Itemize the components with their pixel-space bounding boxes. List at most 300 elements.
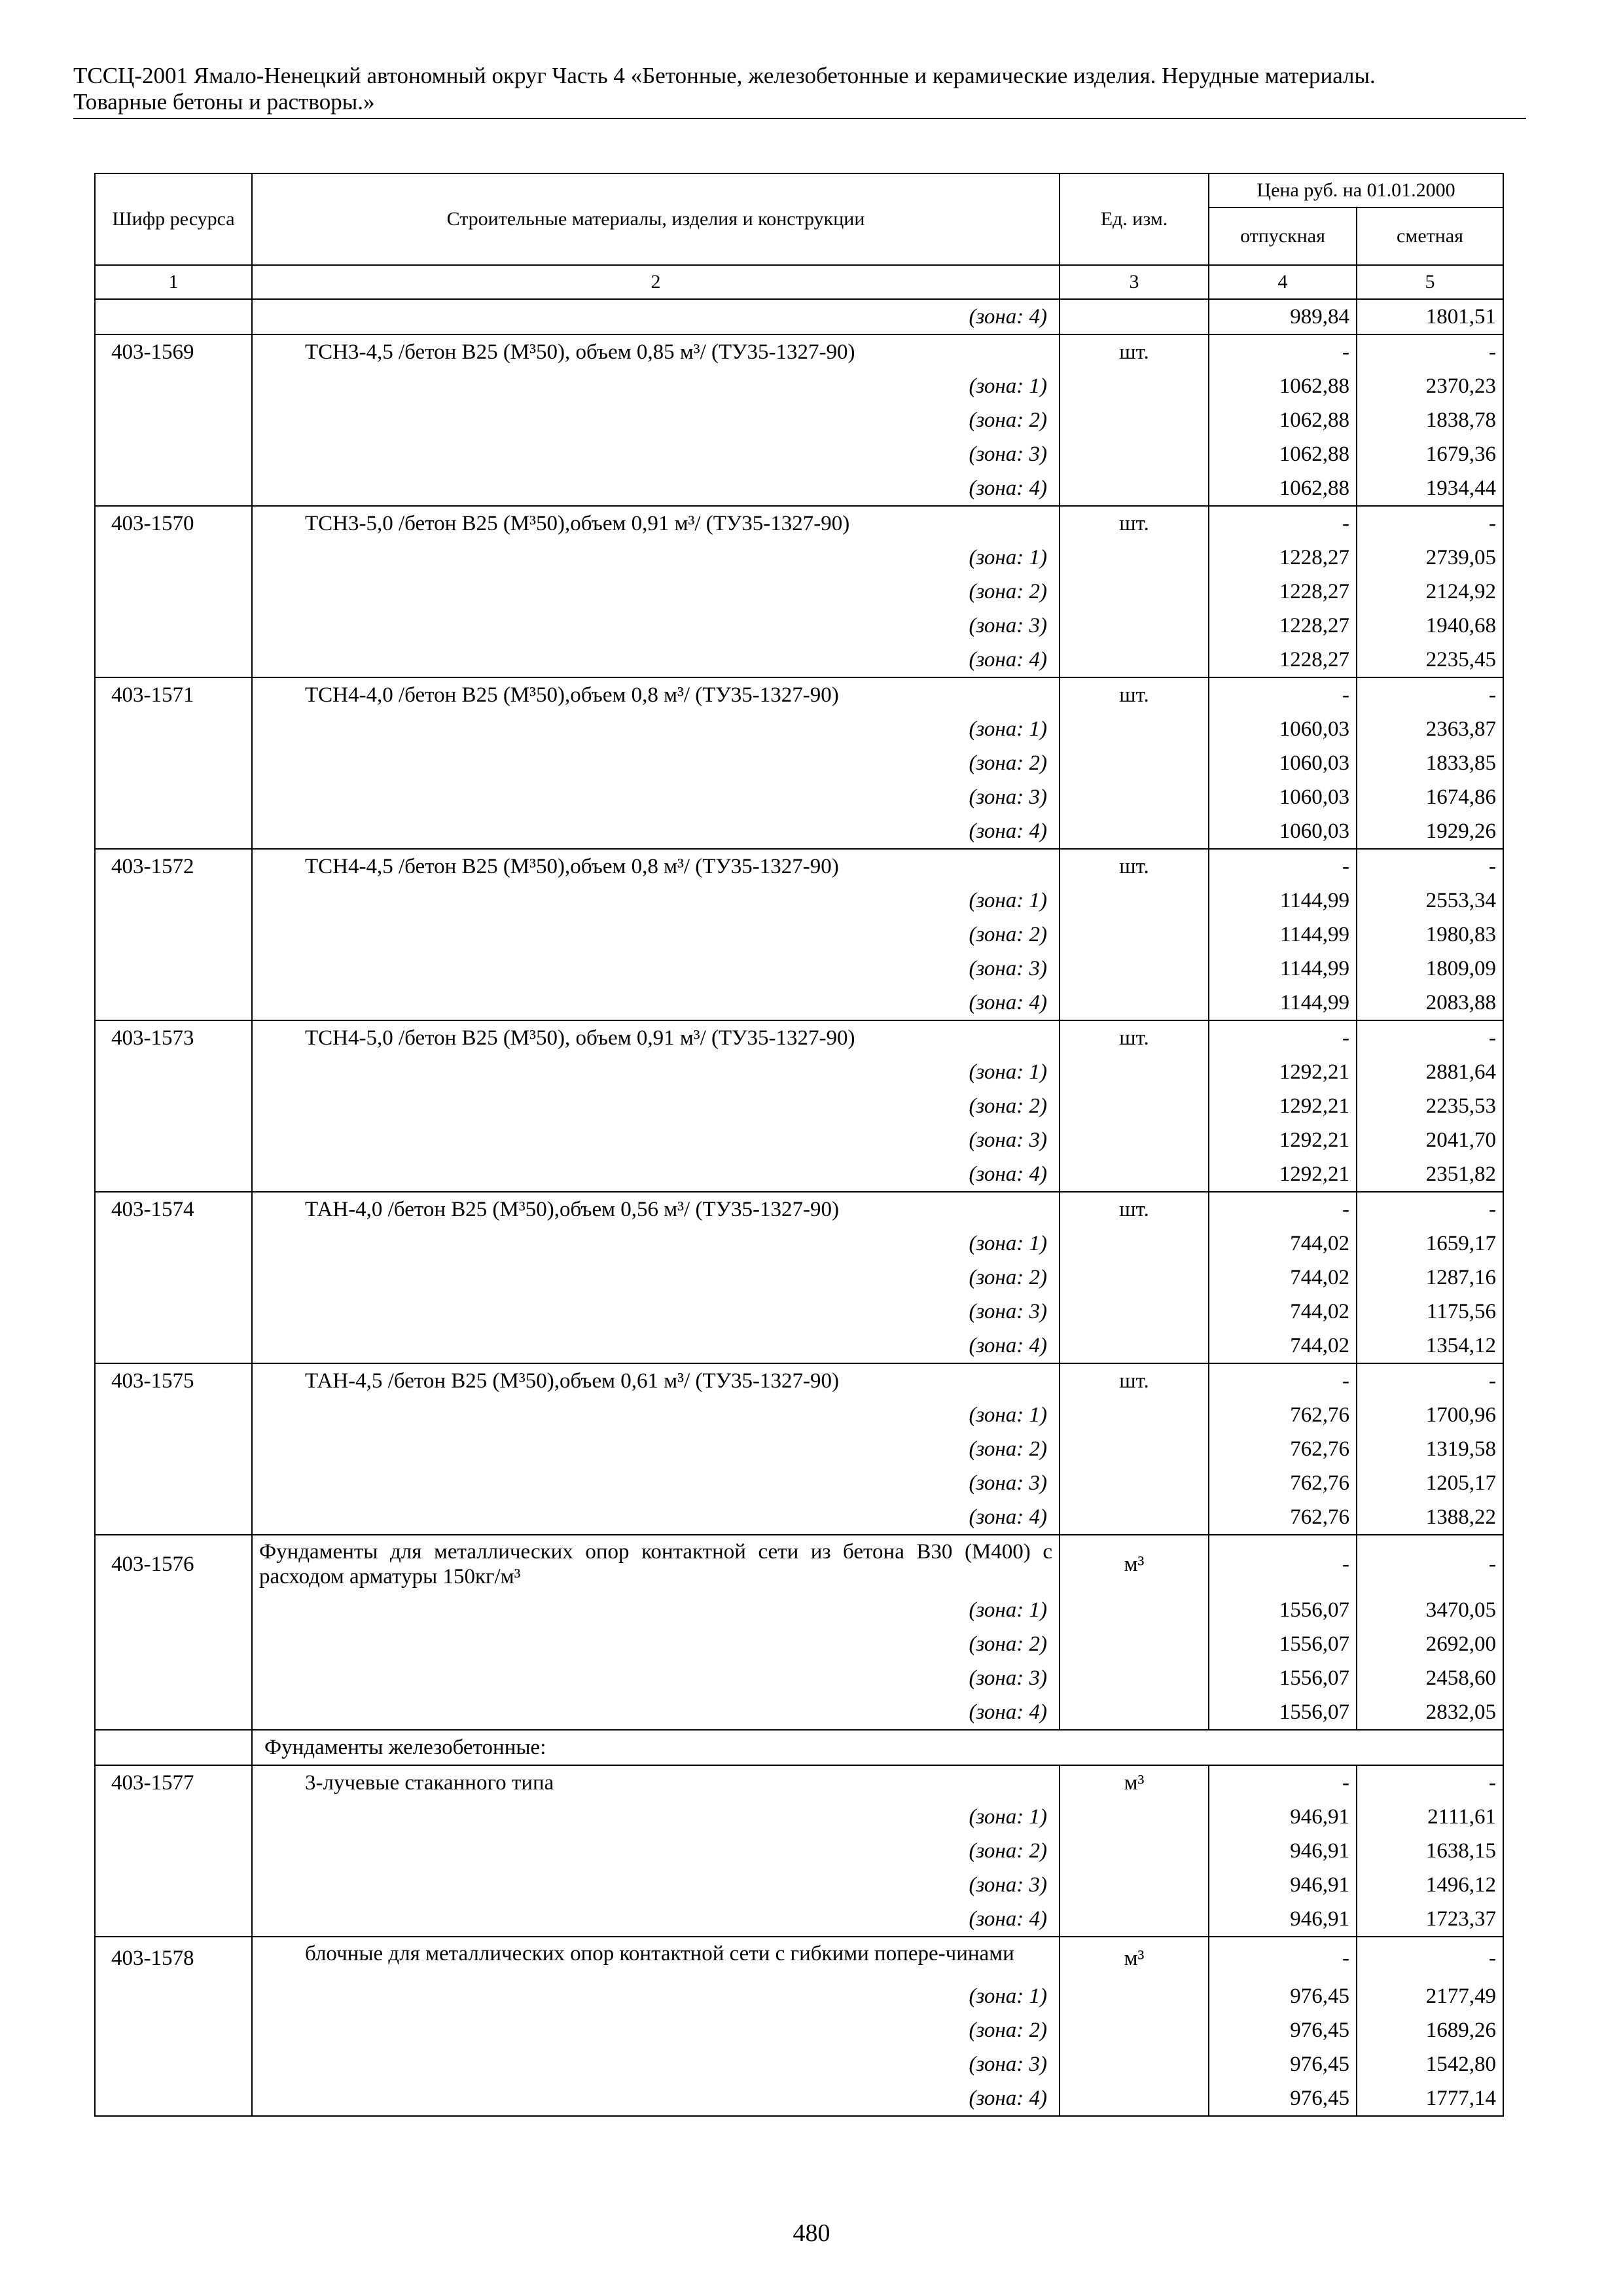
zone-row xyxy=(95,1089,1503,1123)
zone-label: (зона: 3) xyxy=(252,1466,1060,1500)
estimate-price: - xyxy=(1357,677,1503,712)
zone-label: (зона: 2) xyxy=(252,575,1060,609)
zone-label: (зона: 4) xyxy=(252,986,1060,1020)
item-row xyxy=(95,334,1503,369)
release-price: - xyxy=(1209,1937,1357,1979)
resource-code-cell xyxy=(95,1157,252,1192)
zone-label: (зона: 3) xyxy=(252,1295,1060,1329)
unit-cell xyxy=(1060,1432,1209,1466)
release-price: 1060,03 xyxy=(1209,712,1357,746)
estimate-price: 1388,22 xyxy=(1357,1500,1503,1535)
release-price: - xyxy=(1209,1020,1357,1055)
resource-code-cell xyxy=(95,780,252,814)
unit-cell xyxy=(1060,1500,1209,1535)
zone-label: (зона: 4) xyxy=(252,643,1060,677)
resource-code-cell xyxy=(95,471,252,506)
material-name: Фундаменты для металлических опор контактной сети из бетона В30 (М400) с расходом арматуры 150кг/м³ xyxy=(252,1535,1060,1593)
unit-cell xyxy=(1060,2081,1209,2116)
group-row xyxy=(95,1730,1503,1765)
unit-cell xyxy=(1060,1123,1209,1157)
release-price: 946,91 xyxy=(1209,1834,1357,1868)
zone-label: (зона: 1) xyxy=(252,1398,1060,1432)
zone-label: (зона: 1) xyxy=(252,1593,1060,1627)
zone-row xyxy=(95,575,1503,609)
release-price: 1062,88 xyxy=(1209,369,1357,403)
resource-code: 403-1577 xyxy=(95,1765,252,1800)
zone-row xyxy=(95,1979,1503,2013)
release-price: 1144,99 xyxy=(1209,918,1357,952)
zone-row xyxy=(95,814,1503,849)
zone-row xyxy=(95,1868,1503,1902)
unit-cell xyxy=(1060,986,1209,1020)
zone-row xyxy=(95,2081,1503,2116)
estimate-price: - xyxy=(1357,849,1503,884)
resource-code-cell xyxy=(95,1730,252,1765)
zone-row xyxy=(95,541,1503,575)
zone-row xyxy=(95,1295,1503,1329)
zone-row xyxy=(95,746,1503,780)
release-price: 762,76 xyxy=(1209,1500,1357,1535)
zone-label: (зона: 1) xyxy=(252,541,1060,575)
release-price: 1144,99 xyxy=(1209,986,1357,1020)
zone-label: (зона: 3) xyxy=(252,1661,1060,1695)
unit-cell xyxy=(1060,1593,1209,1627)
unit-cell xyxy=(1060,712,1209,746)
item-row xyxy=(95,1765,1503,1800)
zone-label: (зона: 3) xyxy=(252,780,1060,814)
unit-cell xyxy=(1060,952,1209,986)
unit-cell xyxy=(1060,814,1209,849)
resource-code-cell xyxy=(95,437,252,471)
estimate-price: 1542,80 xyxy=(1357,2047,1503,2081)
release-price: 1228,27 xyxy=(1209,541,1357,575)
unit-cell xyxy=(1060,1157,1209,1192)
unit-cell xyxy=(1060,1295,1209,1329)
zone-label: (зона: 4) xyxy=(252,1329,1060,1363)
estimate-price: 1496,12 xyxy=(1357,1868,1503,1902)
zone-row xyxy=(95,1055,1503,1089)
release-price: 762,76 xyxy=(1209,1398,1357,1432)
release-price: 1228,27 xyxy=(1209,643,1357,677)
estimate-price: 2553,34 xyxy=(1357,884,1503,918)
resource-code: 403-1575 xyxy=(95,1363,252,1398)
zone-row xyxy=(95,1329,1503,1363)
zone-row xyxy=(95,780,1503,814)
resource-code-cell xyxy=(95,1593,252,1627)
release-price: 744,02 xyxy=(1209,1261,1357,1295)
release-price: - xyxy=(1209,1765,1357,1800)
estimate-price: - xyxy=(1357,334,1503,369)
column-number-row xyxy=(95,265,1503,299)
unit-cell xyxy=(1060,780,1209,814)
resource-code-cell xyxy=(95,1123,252,1157)
zone-row xyxy=(95,437,1503,471)
zone-row xyxy=(95,1902,1503,1937)
resource-code-cell xyxy=(95,575,252,609)
unit-cell xyxy=(1060,643,1209,677)
zone-row xyxy=(95,712,1503,746)
zone-row xyxy=(95,1123,1503,1157)
release-price: 762,76 xyxy=(1209,1466,1357,1500)
zone-label: (зона: 4) xyxy=(252,1500,1060,1535)
zone-label: (зона: 3) xyxy=(252,2047,1060,2081)
unit-cell xyxy=(1060,746,1209,780)
zone-row xyxy=(95,1466,1503,1500)
unit-cell xyxy=(1060,1329,1209,1363)
estimate-price: - xyxy=(1357,1535,1503,1593)
estimate-price: 1679,36 xyxy=(1357,437,1503,471)
zone-label: (зона: 3) xyxy=(252,1123,1060,1157)
release-price: 976,45 xyxy=(1209,2047,1357,2081)
estimate-price: 1777,14 xyxy=(1357,2081,1503,2116)
estimate-price: 3470,05 xyxy=(1357,1593,1503,1627)
estimate-price: 1838,78 xyxy=(1357,403,1503,437)
release-price: 1292,21 xyxy=(1209,1089,1357,1123)
unit-cell: м³ xyxy=(1060,1765,1209,1800)
unit-cell xyxy=(1060,1089,1209,1123)
resource-code-cell xyxy=(95,1800,252,1834)
item-row xyxy=(95,677,1503,712)
zone-label: (зона: 2) xyxy=(252,403,1060,437)
zone-label: (зона: 1) xyxy=(252,712,1060,746)
resource-code: 403-1578 xyxy=(95,1937,252,1979)
resource-code-cell xyxy=(95,541,252,575)
resource-code-cell xyxy=(95,1295,252,1329)
resource-code-cell xyxy=(95,1902,252,1937)
estimate-price: 2235,45 xyxy=(1357,643,1503,677)
unit-cell: шт. xyxy=(1060,1363,1209,1398)
release-price: 1228,27 xyxy=(1209,575,1357,609)
estimate-price: 2351,82 xyxy=(1357,1157,1503,1192)
resource-code-cell xyxy=(95,1432,252,1466)
zone-label: (зона: 1) xyxy=(252,884,1060,918)
resource-code-cell xyxy=(95,1627,252,1661)
resource-code-cell xyxy=(95,1500,252,1535)
estimate-price: 2124,92 xyxy=(1357,575,1503,609)
release-price: - xyxy=(1209,849,1357,884)
estimate-price: 1319,58 xyxy=(1357,1432,1503,1466)
zone-label: (зона: 4) xyxy=(252,2081,1060,2116)
unit-cell xyxy=(1060,1398,1209,1432)
unit-cell: шт. xyxy=(1060,506,1209,541)
estimate-price: 1801,51 xyxy=(1357,299,1503,334)
resource-code-cell xyxy=(95,712,252,746)
estimate-price: 2370,23 xyxy=(1357,369,1503,403)
resource-code-cell xyxy=(95,2081,252,2116)
estimate-price: - xyxy=(1357,1020,1503,1055)
release-price: 1062,88 xyxy=(1209,471,1357,506)
zone-row xyxy=(95,986,1503,1020)
resource-code: 403-1572 xyxy=(95,849,252,884)
estimate-price: 1175,56 xyxy=(1357,1295,1503,1329)
release-price: 1556,07 xyxy=(1209,1661,1357,1695)
estimate-price: 2458,60 xyxy=(1357,1661,1503,1695)
release-price: 946,91 xyxy=(1209,1800,1357,1834)
zone-row xyxy=(95,369,1503,403)
resource-code: 403-1570 xyxy=(95,506,252,541)
estimate-price: 1638,15 xyxy=(1357,1834,1503,1868)
estimate-price: 1689,26 xyxy=(1357,2013,1503,2047)
zone-row xyxy=(95,1398,1503,1432)
material-name: ТСН4-5,0 /бетон В25 (М³50), объем 0,91 м³/ (ТУ35-1327-90) xyxy=(252,1020,1060,1055)
col-number: 1 xyxy=(95,265,252,299)
price-table xyxy=(94,173,1504,2117)
resource-code: 403-1576 xyxy=(95,1535,252,1593)
unit-cell: шт. xyxy=(1060,677,1209,712)
zone-label: (зона: 1) xyxy=(252,1227,1060,1261)
zone-row xyxy=(95,1800,1503,1834)
zone-label: (зона: 3) xyxy=(252,437,1060,471)
zone-row xyxy=(95,1261,1503,1295)
estimate-price: 1205,17 xyxy=(1357,1466,1503,1500)
release-price: 1292,21 xyxy=(1209,1123,1357,1157)
estimate-price: 1929,26 xyxy=(1357,814,1503,849)
material-name: ТСН3-5,0 /бетон В25 (М³50),объем 0,91 м³/ (ТУ35-1327-90) xyxy=(252,506,1060,541)
estimate-price: 1674,86 xyxy=(1357,780,1503,814)
release-price: 1556,07 xyxy=(1209,1627,1357,1661)
header-line-2: Товарные бетоны и растворы.» xyxy=(73,89,375,115)
resource-code-cell xyxy=(95,1227,252,1261)
zone-label: (зона: 4) xyxy=(252,1157,1060,1192)
unit-cell: шт. xyxy=(1060,849,1209,884)
material-name: ТСН3-4,5 /бетон В25 (М³50), объем 0,85 м³/ (ТУ35-1327-90) xyxy=(252,334,1060,369)
page-number: 480 xyxy=(793,2219,830,2247)
unit-cell xyxy=(1060,2013,1209,2047)
release-price: - xyxy=(1209,1363,1357,1398)
unit-cell xyxy=(1060,1466,1209,1500)
header-unit: Ед. изм. xyxy=(1060,173,1209,265)
estimate-price: 2111,61 xyxy=(1357,1800,1503,1834)
unit-cell xyxy=(1060,1868,1209,1902)
unit-cell xyxy=(1060,2047,1209,2081)
item-row xyxy=(95,506,1503,541)
release-price: 1144,99 xyxy=(1209,952,1357,986)
estimate-price: 1287,16 xyxy=(1357,1261,1503,1295)
release-price: 1060,03 xyxy=(1209,814,1357,849)
estimate-price: 1659,17 xyxy=(1357,1227,1503,1261)
release-price: 1144,99 xyxy=(1209,884,1357,918)
estimate-price: 1723,37 xyxy=(1357,1902,1503,1937)
release-price: 1062,88 xyxy=(1209,403,1357,437)
unit-cell xyxy=(1060,299,1209,334)
zone-row xyxy=(95,1500,1503,1535)
unit-cell xyxy=(1060,884,1209,918)
zone-label: (зона: 1) xyxy=(252,369,1060,403)
material-name: 3-лучевые стаканного типа xyxy=(252,1765,1060,1800)
release-price: 976,45 xyxy=(1209,2013,1357,2047)
item-row xyxy=(95,1020,1503,1055)
release-price: - xyxy=(1209,1535,1357,1593)
zone-row xyxy=(95,1157,1503,1192)
zone-label: (зона: 1) xyxy=(252,1800,1060,1834)
resource-code-cell xyxy=(95,1868,252,1902)
zone-row xyxy=(95,2013,1503,2047)
zone-label: (зона: 1) xyxy=(252,1979,1060,2013)
estimate-price: - xyxy=(1357,1937,1503,1979)
resource-code-cell xyxy=(95,1261,252,1295)
unit-cell: шт. xyxy=(1060,334,1209,369)
release-price: 1292,21 xyxy=(1209,1157,1357,1192)
zone-label: (зона: 3) xyxy=(252,1868,1060,1902)
estimate-price: 2083,88 xyxy=(1357,986,1503,1020)
resource-code-cell xyxy=(95,1834,252,1868)
release-price: 976,45 xyxy=(1209,2081,1357,2116)
zone-label: (зона: 2) xyxy=(252,918,1060,952)
col-number: 2 xyxy=(252,265,1060,299)
release-price: 744,02 xyxy=(1209,1329,1357,1363)
unit-cell xyxy=(1060,1227,1209,1261)
zone-row xyxy=(95,918,1503,952)
unit-cell: шт. xyxy=(1060,1192,1209,1227)
unit-cell xyxy=(1060,1902,1209,1937)
unit-cell xyxy=(1060,403,1209,437)
carry-over-row xyxy=(95,299,1503,334)
zone-row xyxy=(95,952,1503,986)
release-price: 1062,88 xyxy=(1209,437,1357,471)
release-price: - xyxy=(1209,334,1357,369)
estimate-price: 1940,68 xyxy=(1357,609,1503,643)
unit-cell xyxy=(1060,575,1209,609)
estimate-price: 2363,87 xyxy=(1357,712,1503,746)
header-price-group: Цена руб. на 01.01.2000 xyxy=(1209,173,1503,207)
resource-code-cell xyxy=(95,1398,252,1432)
resource-code-cell xyxy=(95,1695,252,1730)
zone-row xyxy=(95,1432,1503,1466)
table-header xyxy=(95,173,1503,299)
estimate-price: 1833,85 xyxy=(1357,746,1503,780)
unit-cell xyxy=(1060,918,1209,952)
zone-label: (зона: 2) xyxy=(252,1089,1060,1123)
resource-code-cell xyxy=(95,369,252,403)
release-price: 1228,27 xyxy=(1209,609,1357,643)
zone-label: (зона: 4) xyxy=(252,1902,1060,1937)
zone-label: (зона: 3) xyxy=(252,609,1060,643)
estimate-price: 2692,00 xyxy=(1357,1627,1503,1661)
release-price: 744,02 xyxy=(1209,1227,1357,1261)
zone-row xyxy=(95,1627,1503,1661)
resource-code-cell xyxy=(95,1466,252,1500)
header-estimate: сметная xyxy=(1357,207,1503,265)
material-name: ТАН-4,5 /бетон В25 (М³50),объем 0,61 м³/ (ТУ35-1327-90) xyxy=(252,1363,1060,1398)
resource-code-cell xyxy=(95,1979,252,2013)
resource-code-cell xyxy=(95,1661,252,1695)
resource-code: 403-1573 xyxy=(95,1020,252,1055)
resource-code-cell xyxy=(95,884,252,918)
estimate-price: 2832,05 xyxy=(1357,1695,1503,1730)
unit-cell xyxy=(1060,1695,1209,1730)
resource-code-cell xyxy=(95,1329,252,1363)
zone-label: (зона: 4) xyxy=(252,814,1060,849)
resource-code: 403-1571 xyxy=(95,677,252,712)
zone-label: (зона: 2) xyxy=(252,1834,1060,1868)
resource-code-cell xyxy=(95,2013,252,2047)
unit-cell xyxy=(1060,1261,1209,1295)
unit-cell xyxy=(1060,541,1209,575)
resource-code-cell xyxy=(95,403,252,437)
zone-row xyxy=(95,609,1503,643)
resource-code-cell xyxy=(95,918,252,952)
release-price: 1556,07 xyxy=(1209,1593,1357,1627)
zone-row xyxy=(95,1593,1503,1627)
estimate-price: - xyxy=(1357,1363,1503,1398)
resource-code-cell xyxy=(95,986,252,1020)
release-price: 976,45 xyxy=(1209,1979,1357,2013)
header-release: отпускная xyxy=(1209,207,1357,265)
zone-label: (зона: 2) xyxy=(252,1432,1060,1466)
material-name: блочные для металлических опор контактной сети с гибкими попере-чинами xyxy=(252,1937,1060,1979)
resource-code: 403-1569 xyxy=(95,334,252,369)
estimate-price: 2041,70 xyxy=(1357,1123,1503,1157)
estimate-price: - xyxy=(1357,506,1503,541)
unit-cell xyxy=(1060,1800,1209,1834)
zone-row xyxy=(95,1695,1503,1730)
zone-label: (зона: 2) xyxy=(252,1627,1060,1661)
zone-label: (зона: 3) xyxy=(252,952,1060,986)
estimate-price: 1700,96 xyxy=(1357,1398,1503,1432)
header-code: Шифр ресурса xyxy=(95,173,252,265)
unit-cell xyxy=(1060,369,1209,403)
unit-cell xyxy=(1060,1979,1209,2013)
release-price: - xyxy=(1209,506,1357,541)
unit-cell: шт. xyxy=(1060,1020,1209,1055)
item-row xyxy=(95,1192,1503,1227)
zone-label: (зона: 2) xyxy=(252,2013,1060,2047)
item-row xyxy=(95,1535,1503,1593)
unit-cell xyxy=(1060,1661,1209,1695)
release-price: 1556,07 xyxy=(1209,1695,1357,1730)
document-header xyxy=(73,63,1526,119)
material-name: ТСН4-4,5 /бетон В25 (М³50),объем 0,8 м³/ (ТУ35-1327-90) xyxy=(252,849,1060,884)
col-number: 4 xyxy=(1209,265,1357,299)
resource-code-cell xyxy=(95,814,252,849)
estimate-price: 1809,09 xyxy=(1357,952,1503,986)
resource-code: 403-1574 xyxy=(95,1192,252,1227)
group-title: Фундаменты железобетонные: xyxy=(252,1730,1503,1765)
unit-cell: м³ xyxy=(1060,1535,1209,1593)
estimate-price: 2881,64 xyxy=(1357,1055,1503,1089)
item-row xyxy=(95,1363,1503,1398)
estimate-price: - xyxy=(1357,1192,1503,1227)
resource-code-cell xyxy=(95,2047,252,2081)
item-row xyxy=(95,1937,1503,1979)
col-number: 5 xyxy=(1357,265,1503,299)
zone-row xyxy=(95,1834,1503,1868)
resource-code-cell xyxy=(95,299,252,334)
unit-cell xyxy=(1060,609,1209,643)
zone-label: (зона: 2) xyxy=(252,746,1060,780)
estimate-price: 1934,44 xyxy=(1357,471,1503,506)
header-name: Строительные материалы, изделия и конструкции xyxy=(252,173,1060,265)
release-price: 1292,21 xyxy=(1209,1055,1357,1089)
zone-row xyxy=(95,471,1503,506)
zone-label: (зона: 1) xyxy=(252,1055,1060,1089)
unit-cell xyxy=(1060,471,1209,506)
material-name: ТАН-4,0 /бетон В25 (М³50),объем 0,56 м³/ (ТУ35-1327-90) xyxy=(252,1192,1060,1227)
resource-code-cell xyxy=(95,609,252,643)
estimate-price: 2739,05 xyxy=(1357,541,1503,575)
unit-cell xyxy=(1060,1627,1209,1661)
estimate-price: 1354,12 xyxy=(1357,1329,1503,1363)
header-line-1: ТССЦ-2001 Ямало-Ненецкий автономный округ Часть 4 «Бетонные, железобетонные и керамические изделия. Нерудные материалы. xyxy=(73,63,1376,88)
resource-code-cell xyxy=(95,1089,252,1123)
zone-label: (зона: 2) xyxy=(252,1261,1060,1295)
resource-code-cell xyxy=(95,952,252,986)
unit-cell xyxy=(1060,1834,1209,1868)
table-body xyxy=(95,299,1503,2116)
zone-row xyxy=(95,884,1503,918)
item-row xyxy=(95,849,1503,884)
zone-label: (зона: 4) xyxy=(252,1695,1060,1730)
